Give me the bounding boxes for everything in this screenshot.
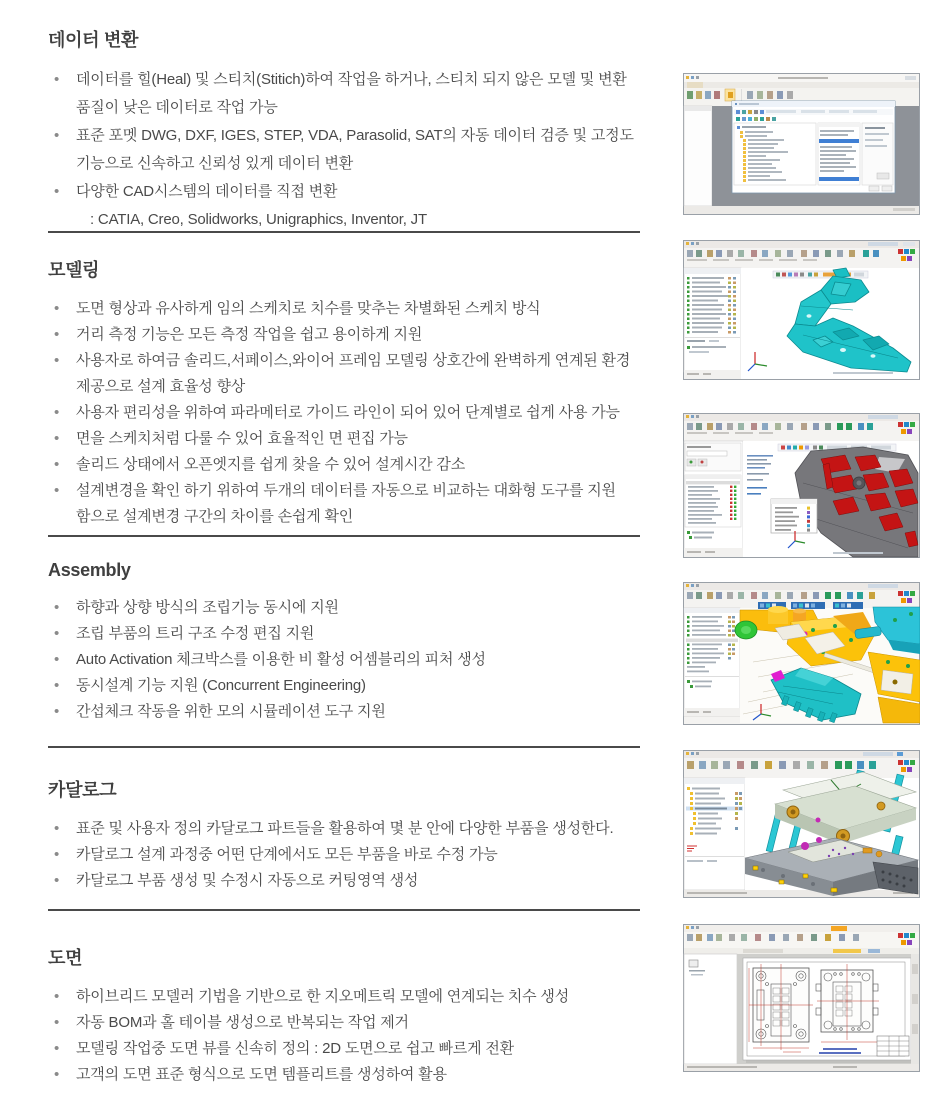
screenshot-image (683, 582, 920, 725)
section-title: 카달로그 (48, 780, 117, 800)
bullet-item: • 간섭체크 작동을 위한 모의 시뮬레이션 도구 지원 (48, 699, 640, 725)
bullet-item: • 조립 부품의 트리 구조 수정 편집 지원 (48, 621, 640, 647)
bullet-item: • 다양한 CAD시스템의 데이터를 직접 변환 (48, 178, 640, 206)
bullet-item: • 표준 및 사용자 정의 카달로그 파트들을 활용하여 몇 분 안에 다양한 부품을 생성한다. (48, 816, 640, 842)
bullet-item: • 표준 포멧 DWG, DXF, IGES, STEP, VDA, Parasolid, SAT의 자동 데이터 검증 및 고정도 기능으로 신속하고 신뢰성 있게 데이터 변환 (48, 122, 640, 178)
bullet-list (48, 595, 640, 725)
screenshot-image (683, 924, 920, 1072)
cad-assembly-parts-screenshot (683, 582, 920, 725)
section-modeling (48, 256, 640, 530)
bullet-item: • 하이브리드 모델러 기법을 기반으로 한 지오메트릭 모델에 연계되는 치수 생성 (48, 984, 640, 1010)
section-assembly (48, 560, 640, 725)
bullet-list (48, 816, 640, 894)
bullet-item: • 카달로그 설계 과정중 어떤 단계에서도 모든 부품을 바로 수정 가능 (48, 842, 640, 868)
bullet-item: • 면을 스케치처럼 다룰 수 있어 효율적인 면 편집 가능 (48, 426, 640, 452)
section-divider (48, 535, 640, 537)
bullet-item: • 모델링 작업중 도면 뷰를 신속히 정의 : 2D 도면으로 쉽고 빠르게 전환 (48, 1036, 640, 1062)
section-divider (48, 909, 640, 911)
screenshot-image (683, 750, 920, 898)
bullet-item: • 자동 BOM과 홀 테이블 생성으로 반복되는 작업 제거 (48, 1010, 640, 1036)
bullet-item: • 카달로그 부품 생성 및 수정시 자동으로 커팅영역 생성 (48, 868, 640, 894)
section-title: 데이터 변환 (48, 30, 139, 50)
screenshot-image (683, 413, 920, 558)
section-data-conversion (48, 26, 640, 234)
bullet-item: • 솔리드 상태에서 오픈엣지를 쉽게 찾을 수 있어 설계시간 감소 (48, 452, 640, 478)
bullet-item: • 거리 측정 기능은 모든 측정 작업을 쉽고 용이하게 지원 (48, 322, 640, 348)
cad-systems-note: : CATIA, Creo, Solidworks, Unigraphics, Inventor, JT (90, 211, 427, 228)
section-divider (48, 231, 640, 233)
cad-data-translation-dialog-screenshot (683, 73, 920, 215)
bullet-item: • 사용자로 하여금 솔리드,서페이스,와이어 프레임 모델링 상호간에 완벽하게 연계된 환경 제공으로 설계 효율성 향상 (48, 348, 640, 400)
section-divider (48, 746, 640, 748)
cad-model-compare-red-faces-screenshot (683, 413, 920, 558)
cad-2d-drawing-sheet-screenshot (683, 924, 920, 1072)
section-catalog (48, 776, 640, 894)
bullet-item: • 설계변경을 확인 하기 위하여 두개의 데이터를 자동으로 비교하는 대화형 도구를 지원 함으로 설계변경 구간의 차이를 손쉽게 확인 (48, 478, 640, 530)
bullet-list (48, 66, 640, 206)
bullet-item: • 사용자 편리성을 위하여 파라메터로 가이드 라인이 되어 있어 단계별로 쉽게 사용 가능 (48, 400, 640, 426)
bullet-item: • 고객의 도면 표준 형식으로 도면 템플리트를 생성하여 활용 (48, 1062, 640, 1088)
bullet-item: • 동시설계 기능 지원 (Concurrent Engineering) (48, 673, 640, 699)
screenshot-image (683, 73, 920, 215)
bullet-item: • 도면 형상과 유사하게 임의 스케치로 치수를 맞추는 차별화된 스케치 방식 (48, 296, 640, 322)
cad-catalog-press-die-screenshot (683, 750, 920, 898)
cad-modeling-teal-part-screenshot (683, 240, 920, 380)
section-title: Assembly (48, 560, 131, 580)
bullet-list (48, 296, 640, 530)
section-title: 도면 (48, 948, 83, 968)
section-title: 모델링 (48, 260, 100, 280)
bullet-list (48, 984, 640, 1088)
bullet-item: • 데이터를 힐(Heal) 및 스티치(Stitich)하여 작업을 하거나, 스티치 되지 않은 모델 및 변환 품질이 낮은 데이터로 작업 가능 (48, 66, 640, 122)
bullet-item: • Auto Activation 체크박스를 이용한 비 활성 어셈블리의 피처 생성 (48, 647, 640, 673)
bullet-item: • 하향과 상향 방식의 조립기능 동시에 지원 (48, 595, 640, 621)
screenshot-image (683, 240, 920, 380)
section-drawing (48, 944, 640, 1088)
